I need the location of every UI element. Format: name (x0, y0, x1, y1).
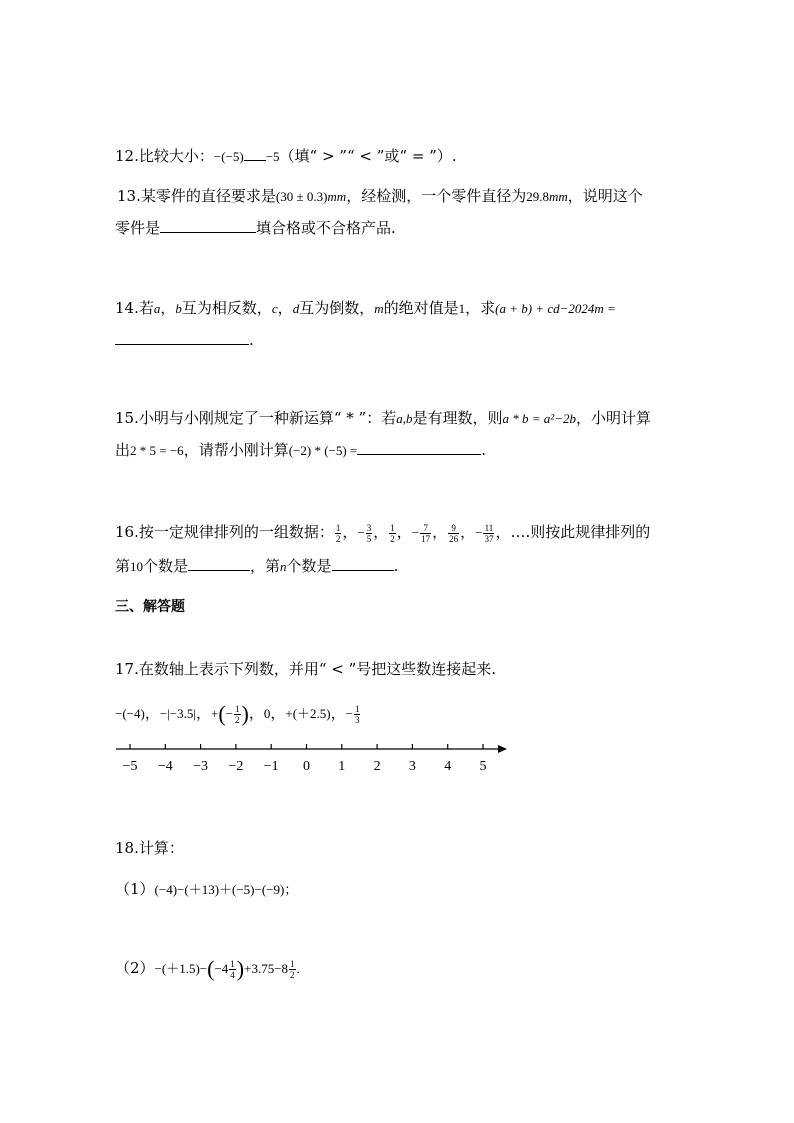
q14-m: m (374, 301, 384, 316)
question-18-part2 (115, 954, 300, 983)
number-line-tick-label: 1 (338, 759, 346, 774)
q14-t7: ，求 (465, 299, 496, 317)
q12-rhs: −5 (265, 149, 280, 164)
q17-sep-5: ， (330, 704, 346, 722)
number-line-tick-label: −1 (263, 759, 279, 774)
q13-unit2: mm (548, 189, 568, 204)
question-14-line2 (115, 330, 254, 350)
section-3-heading: 三、解答题 (115, 599, 185, 615)
q13-text-a: 13.某零件的直径要求是 (117, 187, 276, 205)
q18-p2-frac1-denominator: 4 (230, 969, 235, 980)
q15-t1: 15.小明与小刚规定了一种新运算“ * ”：若 (115, 409, 397, 427)
q16-separator: ， (396, 523, 412, 541)
question-12 (115, 146, 457, 167)
q15-end: . (481, 441, 487, 459)
question-18-part1 (115, 879, 297, 900)
q18-p2-a: −(＋1.5)− (154, 961, 208, 976)
q12-lhs: −(−5) (213, 149, 244, 164)
q16-l2c: ，第 (250, 557, 281, 575)
q12-prefix: 12.比较大小： (115, 147, 214, 165)
q16-sequence (334, 522, 496, 544)
q14-c: c (271, 301, 278, 316)
q18-p2-fraction-1 (229, 959, 236, 980)
question-17-numbers (115, 700, 361, 727)
q14-t6: 的绝对值是 (383, 299, 459, 317)
q16-l2d: 个数是 (286, 557, 332, 575)
q16-fraction-numerator: 7 (420, 523, 431, 534)
q17-n6-minus: − (345, 706, 353, 721)
q16-answer-blank-10th[interactable] (188, 556, 250, 571)
q18-p2-paren-close: ) (236, 956, 245, 981)
number-line-tick-label: −5 (122, 759, 138, 774)
q13-measured: 29.8 (526, 189, 549, 204)
q13-text-b: ，经检测，一个零件直径为 (346, 187, 527, 205)
question-16-line1 (115, 520, 650, 545)
q13-line2-b: 填合格或不合格产品. (256, 219, 396, 237)
number-line-tick-label: 3 (408, 759, 416, 774)
q16-end: . (393, 557, 399, 575)
q16-fraction-denominator: 17 (421, 533, 431, 544)
q18-p1-label: （1） (115, 880, 155, 898)
q18-p2-frac2-denominator: 2 (290, 969, 295, 980)
q18-p2-c: +3.75−8 (244, 961, 289, 976)
q16-l2a: 第 (115, 557, 131, 575)
q17-n5: +(＋2.5) (285, 706, 331, 721)
q17-sep-4: ， (270, 704, 286, 722)
q15-t2: 是有理数，则 (412, 409, 503, 427)
q16-fraction-denominator: 2 (390, 533, 395, 544)
q13-unit: mm (327, 189, 347, 204)
q17-n3-numerator: 1 (235, 703, 240, 714)
q14-expression: (a + b) + cd−2024m = (495, 301, 616, 316)
q16-fraction (420, 523, 431, 544)
q18-p2-frac1-numerator: 1 (230, 958, 235, 969)
q16-fraction-denominator: 37 (484, 533, 494, 544)
q15-l2b: ，请帮小刚计算 (183, 441, 289, 459)
q17-n4: 0 (263, 706, 271, 721)
q13-answer-blank[interactable] (160, 218, 256, 233)
q16-separator: ， (373, 523, 389, 541)
q16-ellipsis: ，…. (495, 523, 531, 541)
q17-n6-denominator: 3 (354, 714, 360, 725)
q16-fraction (366, 523, 373, 544)
q17-sep-2: ， (195, 704, 211, 722)
q18-p1-expression: (−4)−(＋13)＋(−5)−(−9)； (154, 882, 298, 897)
q17-n3-denominator: 2 (235, 714, 240, 725)
q17-n6-fraction (354, 704, 361, 725)
number-line-tick-label: 4 (444, 759, 452, 774)
question-15-line1 (115, 408, 651, 429)
q13-spec: (30 ± 0.3) (275, 189, 328, 204)
q14-b: b (175, 301, 182, 316)
q17-n3-prefix: + (210, 706, 219, 721)
q16-fraction-numerator: 11 (484, 522, 494, 533)
q16-answer-blank-nth[interactable] (332, 556, 394, 571)
q15-t3: ，小明计算 (575, 409, 651, 427)
question-16-line2 (115, 556, 398, 577)
q15-definition: a * b = a²−2b (502, 411, 576, 426)
number-line-tick-label: 5 (479, 759, 487, 774)
q16-t1: 16.按一定规律排列的一组数据： (115, 523, 334, 541)
number-line-tick-label: −4 (157, 759, 173, 774)
q18-p2-frac2-numerator: 1 (290, 958, 295, 969)
q12-answer-blank[interactable] (244, 146, 266, 161)
q12-suffix: （填“ > ”“ < ”或“ = ”）. (279, 147, 457, 165)
q14-t1: 14.若 (115, 299, 154, 317)
q17-n3-minus: − (225, 706, 233, 721)
q16-fraction (483, 523, 494, 544)
q16-fraction-numerator: 9 (448, 523, 459, 534)
q16-fraction (389, 523, 396, 544)
q18-p2-whole: −4 (214, 961, 229, 976)
q17-sep-1: ， (144, 704, 160, 722)
q16-fraction-sign: − (357, 525, 365, 540)
q16-separator: ， (432, 523, 448, 541)
number-line-tick-label: −2 (228, 759, 244, 774)
q14-t3: 互为相反数， (181, 299, 272, 317)
q15-l2a: 出 (115, 441, 131, 459)
q16-t2: 则按此规律排列的 (530, 523, 651, 541)
q14-end: . (249, 331, 254, 349)
q17-n3-paren-open: ( (218, 701, 226, 726)
q14-d: d (292, 301, 300, 316)
q16-n: n (280, 559, 287, 574)
question-13-line2 (115, 218, 396, 238)
q14-answer-blank[interactable] (115, 330, 249, 345)
question-13-line1 (117, 186, 643, 207)
number-line[interactable] (112, 738, 512, 778)
q15-answer-blank[interactable] (357, 440, 481, 455)
q18-p2-end: . (296, 961, 300, 976)
number-line-arrow (498, 745, 507, 753)
q17-n2: −|−3.5| (159, 706, 196, 721)
q16-fraction (448, 523, 459, 544)
question-15-line2 (115, 440, 486, 461)
q16-fraction-denominator: 2 (335, 533, 341, 544)
q18-p2-label: （2） (115, 959, 155, 977)
q16-fraction-denominator: 26 (449, 533, 459, 544)
q15-ask: (−2) * (−5) = (288, 443, 358, 458)
q16-fraction-denominator: 5 (366, 533, 372, 544)
number-line-tick-label: 2 (373, 759, 381, 774)
q16-separator: ， (460, 523, 476, 541)
q16-fraction-sign: − (475, 525, 483, 540)
q16-fraction (335, 523, 342, 544)
q14-t5: 互为倒数， (299, 299, 375, 317)
q13-text-c: ，说明这个 (567, 187, 643, 205)
q16-separator: ， (342, 523, 358, 541)
question-18-stem: 18.计算： (115, 839, 184, 857)
q15-example: 2 * 5 = −6 (130, 443, 184, 458)
q17-n3-paren-close: ) (241, 701, 249, 726)
q17-n3-fraction (234, 704, 241, 725)
q14-one: 1 (458, 301, 466, 316)
q13-line2-a: 零件是 (115, 219, 161, 237)
q14-t4: ， (277, 299, 293, 317)
q16-l2b: 个数是 (143, 557, 189, 575)
q16-fraction-sign: − (411, 525, 420, 540)
number-line-tick-label: −3 (193, 759, 209, 774)
q16-fraction-numerator: 1 (335, 522, 341, 533)
q17-n1: −(−4) (115, 706, 145, 721)
q16-ten: 10 (130, 559, 144, 574)
q18-p2-paren-open: ( (207, 956, 215, 981)
q16-fraction-numerator: 3 (366, 522, 372, 533)
q16-fraction-numerator: 1 (390, 522, 395, 533)
number-line-tick-label: 0 (303, 759, 310, 774)
q15-ab: a,b (396, 411, 413, 426)
q14-a: a (153, 301, 161, 316)
question-17-stem: 17.在数轴上表示下列数，并用“ < ”号把这些数连接起来. (115, 660, 497, 678)
q17-sep-3: ， (248, 704, 264, 722)
q18-p2-fraction-2 (289, 959, 296, 980)
q14-t2: ， (160, 299, 176, 317)
q17-n6-numerator: 1 (354, 703, 360, 714)
question-14-line1 (115, 298, 616, 319)
